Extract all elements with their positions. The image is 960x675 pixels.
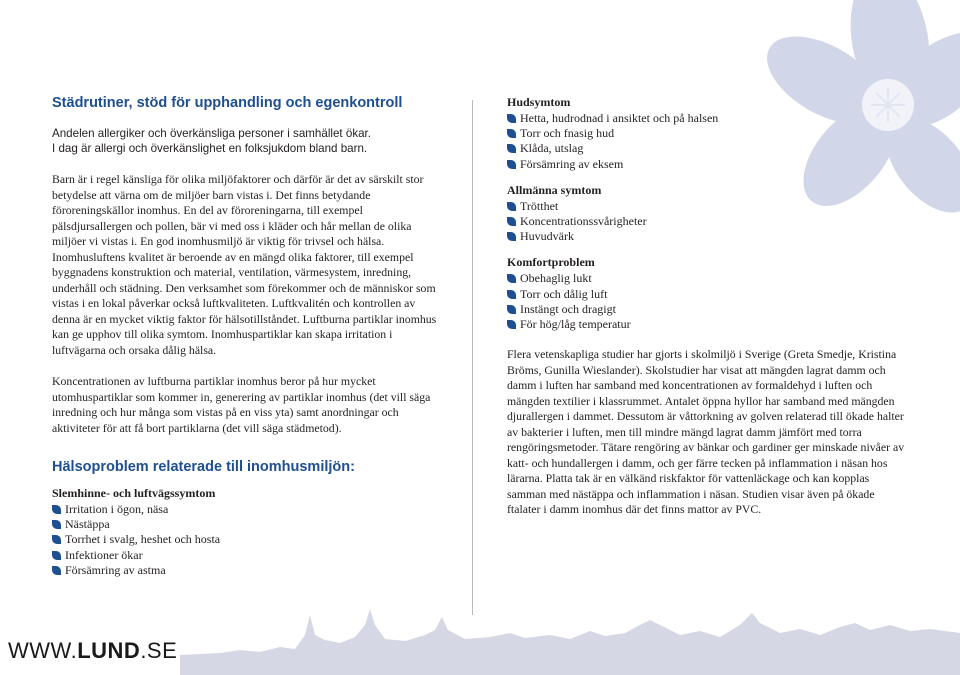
column-divider [472, 100, 473, 615]
intro-text [52, 127, 437, 156]
list-item: Instängt och dragigt [507, 302, 907, 317]
leaf-bullet-icon [507, 202, 516, 211]
leaf-bullet-icon [52, 535, 61, 544]
leaf-bullet-icon [52, 520, 61, 529]
symptom-group-title: Allmänna symtom [507, 182, 602, 197]
list-item: Obehaglig lukt [507, 271, 907, 286]
right-column [507, 95, 907, 518]
leaf-bullet-icon [507, 144, 516, 153]
body-paragraph-3: Flera vetenskapliga studier har gjorts i skolmiljö i Sverige (Greta Smedje, Kristina Bröms, Gunilla Wieslander). Skolstudier har visat att mängden lagrat damm och damm i luften har samband med koncentrationen av formaldehyd i luften och mängden textilier i klassrummet. Antalet öppna hyllor har samband med mängden djurallergen i dammet. Dessutom är våttorkning av golven relaterad till ökade halter av bakterier i luften, men till mindre mängd lagrat damm jämfört med torra rengöringsmetoder. Tätare rengöring av bänkar och gardiner ger minskade nivåer av katt- och hundallergen i damm, och ger färre tecken på inflammation i näsan hos lärarna. Platta tak är en välkänd riskfaktor för vattenläckage och kan kopplas samman med nästäppa och inflammation i näsan. Studien visar även på ökade ftalater i damm inomhus där det finns mattor av PVC. [507, 347, 905, 517]
list-item: Trötthet [507, 199, 907, 214]
leaf-bullet-icon [507, 305, 516, 314]
list-item: Hetta, hudrodnad i ansiktet och på halsen [507, 111, 907, 126]
list-item: Koncentrationssvårigheter [507, 214, 907, 229]
list-item: Försämring av astma [52, 563, 437, 578]
symptom-list-general [507, 199, 907, 245]
site-logo[interactable]: WWW.LUND.SE [8, 638, 178, 663]
leaf-bullet-icon [52, 551, 61, 560]
symptom-group-title: Slemhinne- och luftvägssymtom [52, 486, 216, 500]
leaf-bullet-icon [52, 505, 61, 514]
body-paragraph-2: Koncentrationen av luftburna partiklar inomhus beror på hur mycket utomhuspartiklar som kommer in, generering av partiklar inomhus (det vill säga inredning och hur många som vistas på en viss yta) samt anordningar och aktiviteter för att få bort partiklarna (det vill säga städmetod). [52, 374, 431, 435]
leaf-bullet-icon [507, 232, 516, 241]
symptom-list-mucous [52, 502, 437, 578]
symptom-group-title: Komfortproblem [507, 255, 595, 270]
page-title: Städrutiner, stöd för upphandling och egenkontroll [52, 95, 403, 111]
leaf-bullet-icon [507, 217, 516, 226]
leaf-bullet-icon [507, 290, 516, 299]
list-item: Huvudvärk [507, 229, 907, 244]
list-item: Infektioner ökar [52, 548, 437, 563]
section-heading: Hälsoproblem relaterade till inomhusmiljön: [52, 459, 355, 475]
leaf-bullet-icon [507, 129, 516, 138]
leaf-bullet-icon [507, 114, 516, 123]
leaf-bullet-icon [52, 566, 61, 575]
list-item: Torrhet i svalg, heshet och hosta [52, 532, 437, 547]
list-item: Försämring av eksem [507, 157, 907, 172]
list-item: Torr och dålig luft [507, 287, 907, 302]
list-item: Irritation i ögon, näsa [52, 502, 437, 517]
body-paragraph-1: Barn är i regel känsliga för olika miljöfaktorer och därför är det av särskilt stor betydelse att värna om de miljöer barn vistas i. Det finns betydande föroreningskällor inomhus. En del av föroreningarna, till exempel pälsdjursallergen och pollen, bär vi med oss i kläder och hår mellan de olika miljöer vi vistas i. En god inomhusmiljö är viktig för trivsel och hälsa. Inomhusluftens kvalitet är beroende av en mängd olika faktorer, till exempel byggnadens konstruktion och material, ventilation, värmesystem, inredning, underhåll och städning. Den verksamhet som förekommer och de människor som vistas i en lokal påverkar också luftkvaliteten. Luftkvalitén och kontrollen av denna är en mycket viktig faktor för hälsotillståndet. Luftburna partiklar inomhus kan ge upphov till olika symtom. Inomhuspartiklar kan skapa irritation i luftvägarna och orsaka dålig hälsa. [52, 172, 437, 357]
list-item: Klåda, utslag [507, 141, 907, 156]
symptom-list-comfort [507, 271, 907, 332]
symptom-list-skin [507, 111, 907, 172]
intro-line: I dag är allergi och överkänslighet en folksjukdom bland barn. [52, 141, 368, 155]
list-item: För hög/låg temperatur [507, 317, 907, 332]
leaf-bullet-icon [507, 160, 516, 169]
list-item: Nästäppa [52, 517, 437, 532]
leaf-bullet-icon [507, 320, 516, 329]
list-item: Torr och fnasig hud [507, 126, 907, 141]
intro-line: Andelen allergiker och överkänsliga personer i samhället ökar. [52, 127, 372, 140]
leaf-bullet-icon [507, 274, 516, 283]
symptom-group-title: Hudsymtom [507, 95, 571, 109]
left-column [52, 94, 437, 578]
city-skyline-silhouette [180, 595, 960, 675]
